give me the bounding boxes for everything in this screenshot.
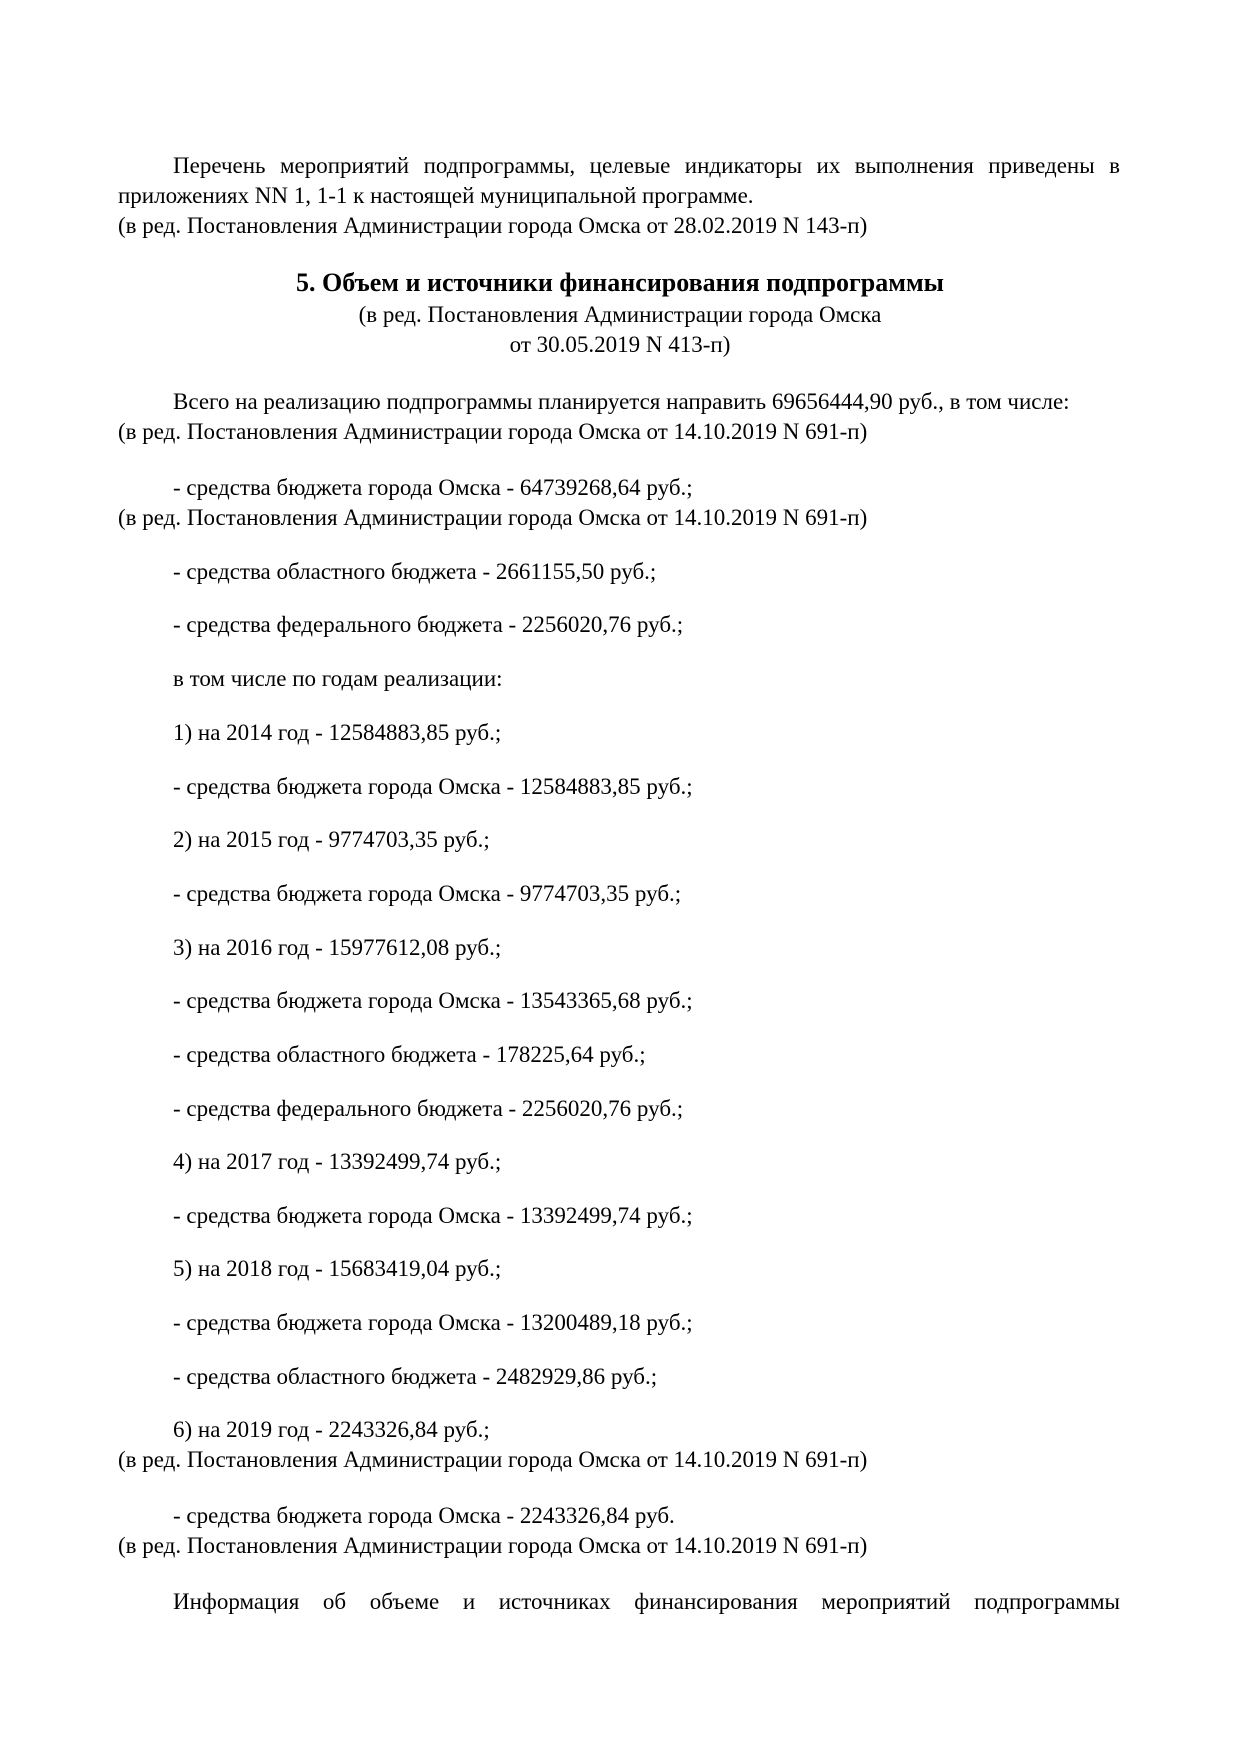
year-2018-city-line: - средства бюджета города Омска - 13200489,18 руб.; — [173, 1310, 693, 1335]
year-2015-line: 2) на 2015 год - 9774703,35 руб.; — [173, 827, 490, 852]
year-2016-regional-line: - средства областного бюджета - 178225,64 руб.; — [173, 1042, 646, 1067]
year-2016-line: 3) на 2016 год - 15977612,08 руб.; — [173, 935, 502, 960]
total-edit-note: (в ред. Постановления Администрации города Омска от 14.10.2019 N 691-п) — [118, 419, 868, 444]
year-2019-city-edit-note: (в ред. Постановления Администрации города Омска от 14.10.2019 N 691-п) — [118, 1533, 868, 1558]
federal-budget-line: - средства федерального бюджета - 2256020,76 руб.; — [173, 612, 684, 637]
year-2017-city-line: - средства бюджета города Омска - 13392499,74 руб.; — [173, 1203, 693, 1228]
info-paragraph: Информация об объеме и источниках финансирования мероприятий подпрограммы — [173, 1589, 1120, 1614]
year-2016-city-line: - средства бюджета города Омска - 13543365,68 руб.; — [173, 988, 693, 1013]
total-paragraph: Всего на реализацию подпрограммы планируется направить 69656444,90 руб., в том числе: — [173, 389, 1070, 414]
year-2017-line: 4) на 2017 год - 13392499,74 руб.; — [173, 1149, 502, 1174]
intro-line-2: приложениях NN 1, 1-1 к настоящей муниципальной программе. — [118, 183, 754, 208]
section-edit-line-1: (в ред. Постановления Администрации города Омска — [358, 302, 882, 327]
year-2015-city-line: - средства бюджета города Омска - 9774703,35 руб.; — [173, 881, 682, 906]
regional-budget-line: - средства областного бюджета - 2661155,50 руб.; — [173, 559, 657, 584]
city-budget-edit-note: (в ред. Постановления Администрации города Омска от 14.10.2019 N 691-п) — [118, 505, 868, 530]
by-years-line: в том числе по годам реализации: — [173, 666, 503, 691]
intro-line-1: Перечень мероприятий подпрограммы, целевые индикаторы их выполнения приведены в — [173, 153, 1120, 178]
year-2016-federal-line: - средства федерального бюджета - 2256020,76 руб.; — [173, 1096, 684, 1121]
year-2018-regional-line: - средства областного бюджета - 2482929,86 руб.; — [173, 1364, 658, 1389]
year-2019-edit-note: (в ред. Постановления Администрации города Омска от 14.10.2019 N 691-п) — [118, 1447, 868, 1472]
year-2014-line: 1) на 2014 год - 12584883,85 руб.; — [173, 720, 502, 745]
intro-edit-note: (в ред. Постановления Администрации города Омска от 28.02.2019 N 143-п) — [118, 213, 868, 238]
year-2019-city-line: - средства бюджета города Омска - 2243326,84 руб. — [173, 1503, 675, 1528]
year-2019-line: 6) на 2019 год - 2243326,84 руб.; — [173, 1417, 490, 1442]
year-2014-city-line: - средства бюджета города Омска - 12584883,85 руб.; — [173, 774, 693, 799]
year-2018-line: 5) на 2018 год - 15683419,04 руб.; — [173, 1256, 502, 1281]
section-edit-line-2: от 30.05.2019 N 413-п) — [509, 332, 731, 357]
section-title: 5. Объем и источники финансирования подпрограммы — [296, 268, 944, 297]
city-budget-line: - средства бюджета города Омска - 64739268,64 руб.; — [173, 475, 693, 500]
